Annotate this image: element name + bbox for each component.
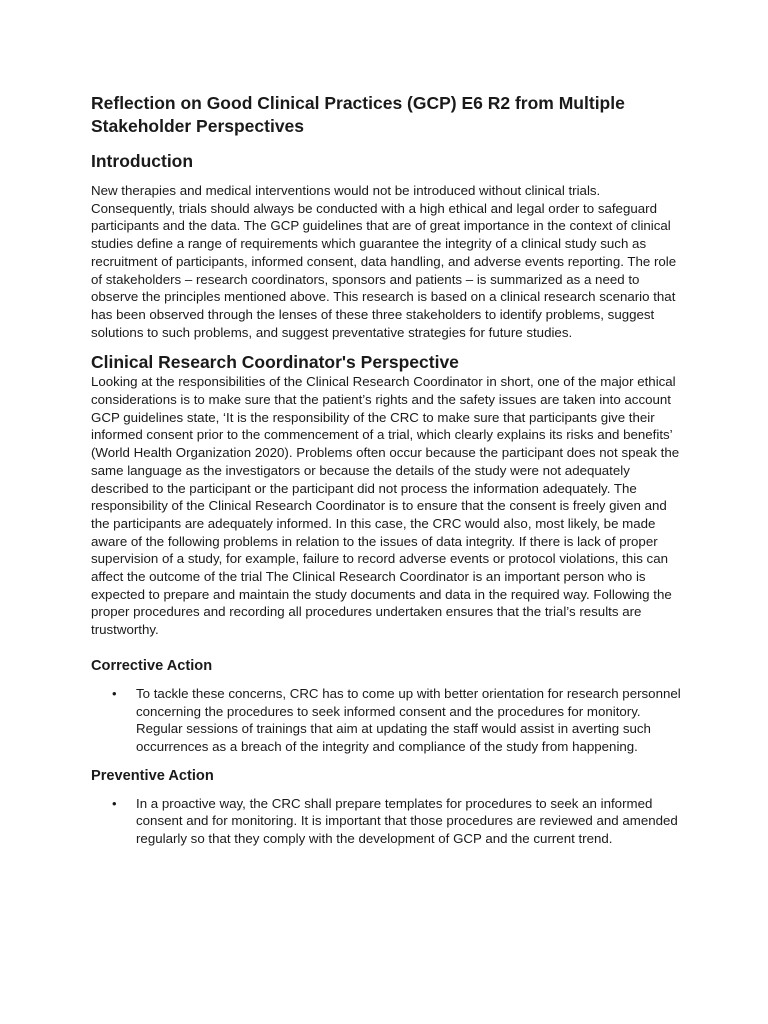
list-item [91, 795, 682, 848]
bullet-icon: • [112, 685, 117, 701]
list-item-text: In a proactive way, the CRC shall prepare templates for procedures to seek an informed consent and for monitoring. It is important that those procedures are reviewed and amended regularly so that they comply with the development of GCP and the current trend. [136, 795, 678, 847]
preventive-action-list [91, 795, 682, 848]
list-item [91, 685, 682, 756]
introduction-heading: Introduction [91, 151, 194, 171]
list-item-text: To tackle these concerns, CRC has to come up with better orientation for research personnel concerning the procedures to seek informed consent and the procedures for monitory. Regular sessions of trainings that aim at updating the staff would assist in averting such occurrences as a breach of the integrity and compliance of the study from happening. [136, 685, 681, 754]
corrective-action-list [91, 685, 682, 756]
corrective-action-heading: Corrective Action [91, 657, 213, 674]
introduction-paragraph: New therapies and medical interventions would not be introduced without clinical trials. Consequently, trials should always be conducted with a high ethical and legal order to safeguard participants and the data. The GCP guidelines that are of great importance in the context of clinical studies define a range of requirements which guarantee the integrity of a clinical study such as recruitment of participants, informed consent, data handling, and adverse events reporting. The role of stakeholders – research coordinators, sponsors and patients – is summarized as a need to observe the principles mentioned above. This research is based on a clinical research scenario that has been observed through the lenses of these three stakeholders to identify problems, suggest solutions to such problems, and suggest preventative strategies for future studies. [91, 183, 677, 340]
crc-perspective-heading: Clinical Research Coordinator's Perspective [91, 352, 459, 373]
document-title: Reflection on Good Clinical Practices (GCP) E6 R2 from Multiple Stakeholder Perspectives [91, 93, 625, 136]
preventive-action-heading: Preventive Action [91, 767, 214, 784]
bullet-icon: • [112, 795, 117, 811]
crc-perspective-paragraph: Looking at the responsibilities of the Clinical Research Coordinator in short, one of the major ethical considerations is to make sure that the patient’s rights and the safety issues are taken into account GCP guidelines state, ‘It is the responsibility of the CRC to make sure that participants give their informed consent prior to the commencement of a trial, which clearly explains its risks and benefits’ (World Health Organization 2020). Problems often occur because the participant does not speak the same language as the investigators or because the details of the study were not adequately described to the participant or the participant did not process the information adequately. The responsibility of the Clinical Research Coordinator is to ensure that the consent is freely given and the participants are adequately informed. In this case, the CRC would also, most likely, be made aware of the following problems in relation to the issues of data integrity. If there is lack of proper supervision of a study, for example, failure to record adverse events or protocol violations, this can affect the outcome of the trial The Clinical Research Coordinator is an important person who is expected to prepare and maintain the study documents and data in the required way. Following the proper procedures and recording all procedures undertaken ensures that the trial’s results are trustworthy. [91, 374, 680, 638]
